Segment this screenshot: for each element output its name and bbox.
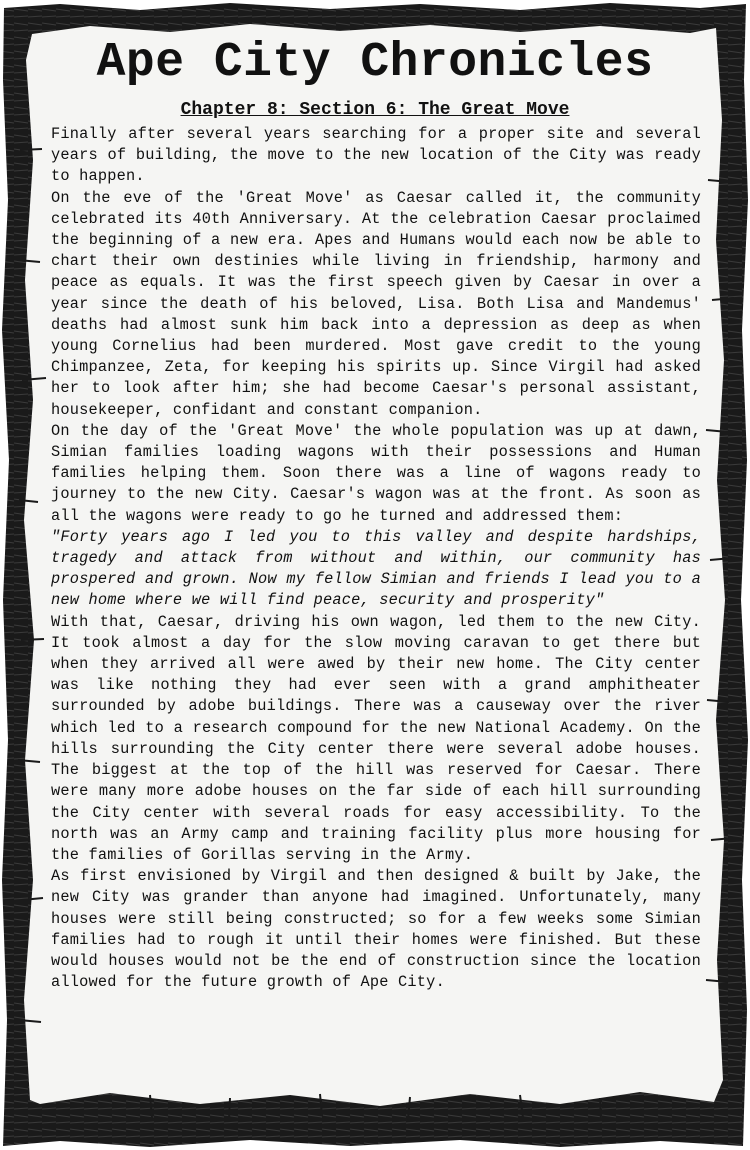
caesar-quote: "Forty years ago I led you to this valley and despite hardships, tragedy and attack from without and within, our community has prospered and grown. Now my fellow Simian and friends I lead you to a new home where we will find peace, security and prosperity" <box>51 527 701 610</box>
paragraph-5: With that, Caesar, driving his own wagon, led them to the new City. It took almost a day for the slow moving caravan to get there but when they arrived all were awed by their new home. The City center was like nothing they had ever seen with a grand amphitheater surrounded by adobe buildings. There was a causeway over the river which led to a research compound for the new National Academy. On the hills surrounding the City center there were several adobe houses. The biggest at the top of the hill was reserved for Caesar. There were many more adobe houses on the far side of each hill surrounding the City center with several roads for easy accessibility. To the north was an Army camp and training facility plus more housing for the families of Gorillas serving in the Army. <box>51 612 701 864</box>
paragraph-2: On the eve of the 'Great Move' as Caesar called it, the community celebrated its 40th Anniversary. At the celebration Caesar proclaimed the beginning of a new era. Apes and Humans would each now be able to chart their own destinies while living in friendship, harmony and peace as equals. It was the first speech given by Caesar in over a year since the death of his beloved, Lisa. Both Lisa and Mandemus' deaths had almost sunk him back into a depression as deep as when young Cornelius had been murdered. Most gave credit to the young Chimpanzee, Zeta, for keeping his spirits up. Since Virgil had asked her to look after him; she had become Caesar's personal assistant, housekeeper, confidant and constant companion. <box>51 188 701 419</box>
chapter-subtitle: Chapter 8: Section 6: The Great Move <box>180 100 570 120</box>
paragraph-1: Finally after several years searching for a proper site and several years of building, the move to the new location of the City was ready to happen. <box>51 125 701 186</box>
page-title: Ape City Chronicles <box>96 36 654 90</box>
paragraph-6: As first envisioned by Virgil and then designed & built by Jake, the new City was grander than anyone had imagined. Unfortunately, many houses were still being constructed; so for a few weeks some Simian families had to rough it until their homes were finished. But these would houses would not be the end of construction since the location allowed for the future growth of Ape City. <box>51 867 701 992</box>
chapter-body <box>51 124 701 993</box>
paragraph-3: On the day of the 'Great Move' the whole population was up at dawn, Simian families loading wagons with their possessions and Human families helping them. Soon there was a line of wagons ready to journey to the new City. Caesar's wagon was at the front. As soon as all the wagons were ready to go he turned and addressed them: <box>51 421 701 525</box>
